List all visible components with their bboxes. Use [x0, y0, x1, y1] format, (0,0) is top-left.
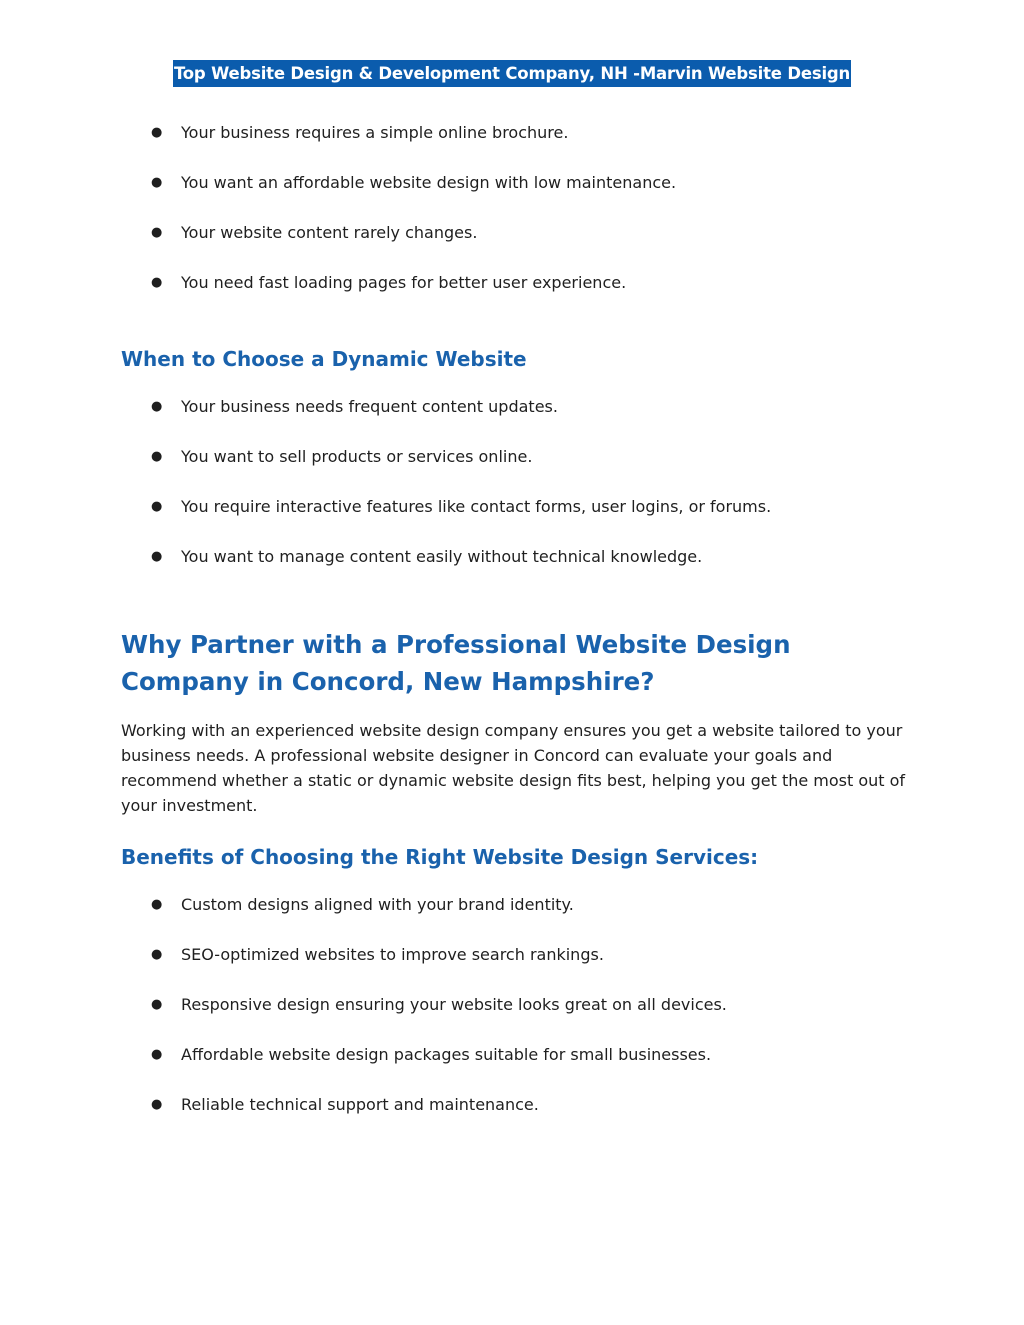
bullet-icon: ● [151, 175, 163, 190]
list-item-text: Your business needs frequent content updates. [181, 397, 558, 416]
bullet-icon: ● [151, 225, 163, 240]
benefits-list [150, 894, 930, 1144]
static-website-list [150, 122, 930, 322]
list-item-text: You want to sell products or services online. [181, 447, 533, 466]
list-item [150, 496, 930, 546]
list-item-text: You require interactive features like contact forms, user logins, or forums. [181, 497, 772, 516]
list-item [150, 1044, 930, 1094]
bullet-icon: ● [151, 897, 163, 912]
partner-paragraph: Working with an experienced website design company ensures you get a website tailored to your business needs. A professional website designer in Concord can evaluate your goals and recommend whether a static or dynamic website design fits best, helping you get the most out of your investment. [121, 721, 906, 815]
list-item-text: Affordable website design packages suitable for small businesses. [181, 1045, 712, 1064]
bullet-icon: ● [151, 275, 163, 290]
bullet-icon: ● [151, 449, 163, 464]
bullet-icon: ● [151, 1047, 163, 1062]
list-item [150, 944, 930, 994]
bullet-icon: ● [151, 1097, 163, 1112]
list-item [150, 994, 930, 1044]
list-item [150, 396, 930, 446]
list-item [150, 446, 930, 496]
list-item-text: Your business requires a simple online brochure. [181, 123, 569, 142]
benefits-heading: Benefits of Choosing the Right Website Design Services: [121, 845, 759, 869]
dynamic-website-heading: When to Choose a Dynamic Website [121, 347, 527, 371]
list-item [150, 272, 930, 322]
list-item-text: Your website content rarely changes. [181, 223, 478, 242]
list-item-text: You want an affordable website design with low maintenance. [181, 173, 677, 192]
list-item [150, 894, 930, 944]
list-item [150, 546, 930, 596]
bullet-icon: ● [151, 499, 163, 514]
list-item [150, 172, 930, 222]
bullet-icon: ● [151, 997, 163, 1012]
list-item [150, 122, 930, 172]
header-bar [0, 60, 1024, 87]
list-item [150, 1094, 930, 1144]
bullet-icon: ● [151, 947, 163, 962]
bullet-icon: ● [151, 399, 163, 414]
list-item-text: You need fast loading pages for better user experience. [181, 273, 627, 292]
list-item-text: Responsive design ensuring your website looks great on all devices. [181, 995, 727, 1014]
list-item-text: Reliable technical support and maintenance. [181, 1095, 539, 1114]
bullet-icon: ● [151, 125, 163, 140]
partner-heading: Why Partner with a Professional Website Design Company in Concord, New Hampshire? [121, 630, 791, 696]
list-item-text: Custom designs aligned with your brand identity. [181, 895, 574, 914]
list-item [150, 222, 930, 272]
bullet-icon: ● [151, 549, 163, 564]
list-item-text: You want to manage content easily without technical knowledge. [181, 547, 703, 566]
header-title-link[interactable]: Top Website Design & Development Company, NH -Marvin Website Design [173, 60, 851, 87]
dynamic-website-list [150, 396, 930, 596]
list-item-text: SEO-optimized websites to improve search rankings. [181, 945, 604, 964]
